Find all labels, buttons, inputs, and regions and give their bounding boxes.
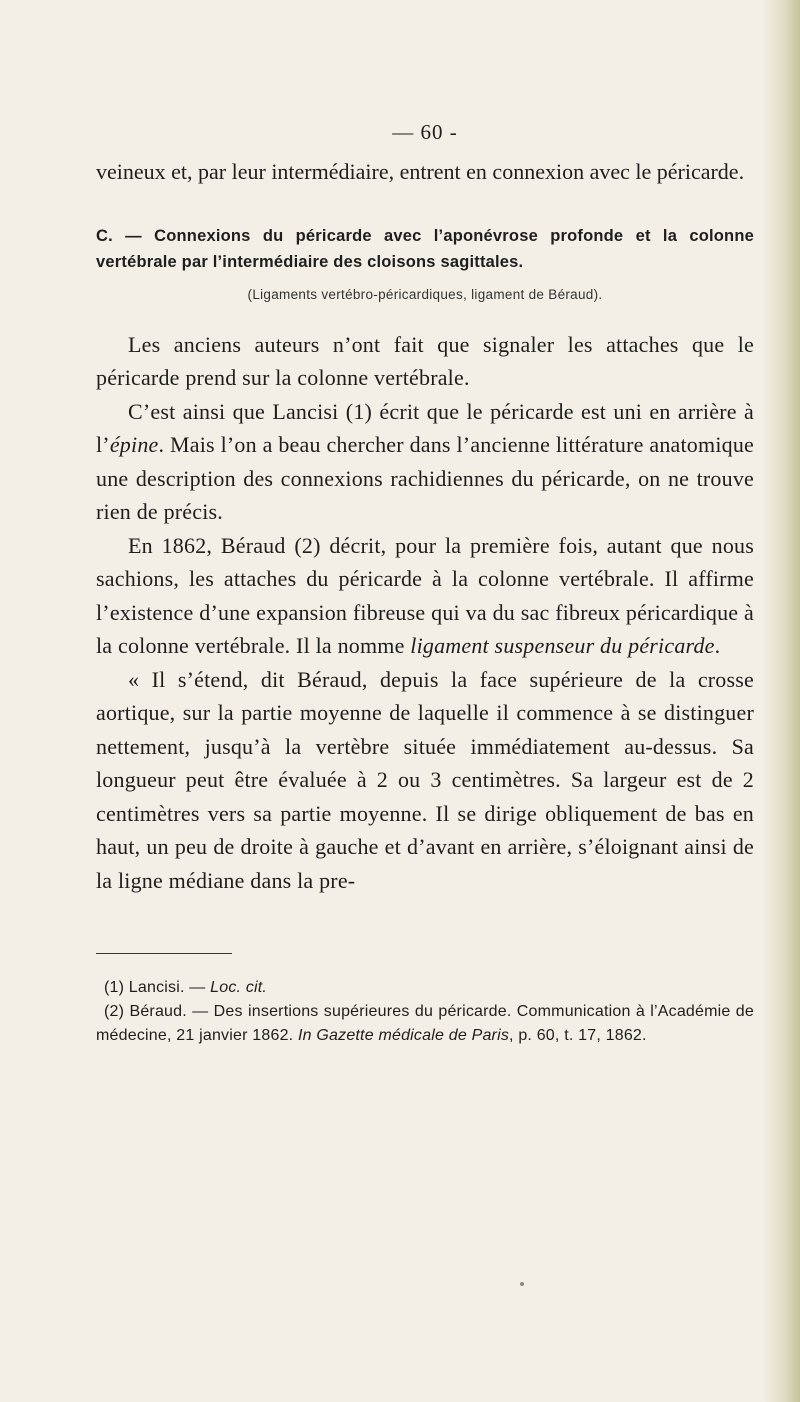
section-subtitle: (Ligaments vertébro-péricardiques, ligament de Béraud). (247, 286, 603, 302)
section-heading: C. — Connexions du péricarde avec l’aponévrose profonde et la colonne vertébrale par l’intermédiaire des cloisons sagittales. (96, 226, 754, 271)
book-page (96, 120, 754, 1048)
footnote-1-text-before: (1) Lancisi. — (104, 979, 211, 996)
paragraph-4: « Il s’étend, dit Béraud, depuis la face supérieure de la crosse aortique, sur la partie moyenne de laquelle il commence à se distinguer nettement, jusqu’à la vertèbre située immédiatement au-dessus. Sa longueur peut être évaluée à 2 ou 3 centimètres. Sa largeur est de 2 centimètres vers sa partie moyenne. Il se dirige obliquement de bas en haut, un peu de droite à gauche et d’avant en arrière, s’éloignant ainsi de la ligne médiane dans la pre- (96, 666, 754, 893)
paragraph-3-text-after: . (714, 633, 721, 658)
body-text (96, 328, 754, 898)
footnotes (96, 976, 754, 1048)
paragraph-2-text-before: C’est ainsi que Lancisi (1) écrit que le péricarde est uni en arrière à l’ (96, 398, 754, 457)
opening-text: veineux et, par leur intermédiaire, entrent en connexion avec le péricarde. (96, 159, 745, 184)
footnote-2-text-before: (2) Béraud. — Des insertions supérieures du péricarde. Communication à l’Académie de médecine, 21 janvier 1862. (96, 1003, 754, 1044)
paragraph-2 (96, 395, 754, 529)
footnote-2-text-after: , p. 60, t. 17, 1862. (509, 1027, 647, 1044)
footnote-2-italic: In Gazette médicale de Paris (297, 1027, 510, 1044)
paragraph-2-text-after: . Mais l’on a beau chercher dans l’ancienne littérature anatomique une description des connexions rachidiennes du péricarde, on ne trouve rien de précis. (96, 432, 754, 524)
paragraph-2-italic: épine (109, 432, 159, 457)
page-number: — 60 - (392, 120, 458, 144)
paragraph-1: Les anciens auteurs n’ont fait que signaler les attaches que le péricarde prend sur la colonne vertébrale. (96, 331, 754, 390)
footnote-1-italic: Loc. cit. (210, 979, 268, 996)
footnote-2 (96, 1000, 754, 1048)
page-edge-shading (762, 0, 800, 1402)
footnote-1 (96, 976, 754, 1000)
paper-speck (520, 1282, 524, 1286)
paragraph-3 (96, 529, 754, 663)
footnote-divider (96, 953, 232, 954)
paragraph-3-italic: ligament suspenseur du péricarde (410, 633, 715, 658)
paragraph-3-text-before: En 1862, Béraud (2) décrit, pour la première fois, autant que nous sachions, les attaches du péricarde à la colonne vertébrale. Il affirme l’existence d’une expansion fibreuse qui va du sac fibreux péricardique à la colonne vertébrale. Il la nomme (96, 532, 754, 658)
